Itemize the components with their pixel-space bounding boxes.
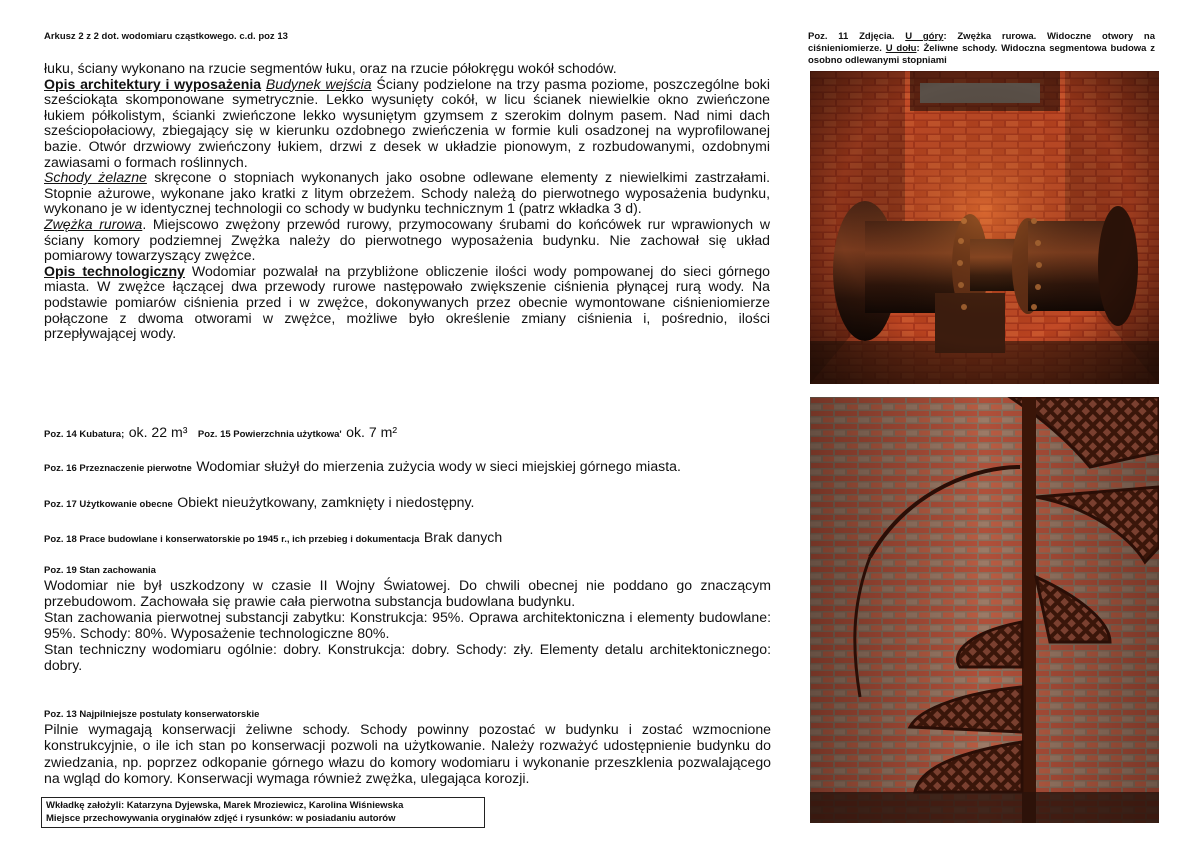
- pipe-paragraph: [44, 217, 770, 264]
- poz-19-paragraph-3: Stan techniczny wodomiaru ogólnie: dobry. Konstrukcja: dobry. Schody: zły. Elementy detalu architektonicznego: dobry.: [44, 641, 771, 673]
- sheet-header: Arkusz 2 z 2 dot. wodomiaru cząstkowego. c.d. poz 13: [44, 31, 288, 42]
- stairs-paragraph: [44, 170, 770, 217]
- technology-heading: Opis technologiczny: [44, 262, 185, 279]
- poz-18-value: Brak danych: [423, 529, 503, 545]
- spiral-stairs-photo: [810, 397, 1159, 823]
- poz-19-label: Poz. 19 Stan zachowania: [44, 565, 156, 576]
- photo-caption: [808, 31, 1155, 67]
- poz-13-label: Poz. 13 Najpilniejsze postulaty konserwatorskie: [44, 709, 260, 720]
- architecture-heading: Opis architektury i wyposażenia: [44, 75, 262, 92]
- poz-19-paragraph-2: Stan zachowania pierwotnej substancji zabytku: Konstrukcja: 95%. Oprawa architektoniczna i elementy budowlane: 95%. Schody: 80%. Wyposażenie technologiczne 80%.: [44, 609, 771, 641]
- poz-13-section: [44, 709, 771, 786]
- caption-prefix: Poz. 11 Zdjęcia.: [808, 31, 895, 42]
- stairs-heading: Schody żelazne: [44, 169, 147, 186]
- poz-14-15-line: [44, 424, 397, 442]
- poz-16-label: Poz. 16 Przeznaczenie pierwotne: [44, 463, 192, 474]
- stairs-text: skręcone o stopniach wykonanych jako osobne odlewane elementy z niewielkimi zastrzałami. Stopnie ażurowe, wykonane jako kratki z litym obrzeżem. Schody należą do pierwotnego wyposażenia budynku, wykonano je w identycznej technologii co schody w budynku technicznym 1 (patrz wkładka 3 d).: [44, 169, 770, 217]
- poz-16-value: Wodomiar służył do mierzenia zużycia wody w sieci miejskiej górnego miasta.: [196, 458, 681, 474]
- credits-box: [41, 797, 485, 828]
- poz-15-label: Poz. 15 Powierzchnia użytkowa': [197, 429, 342, 440]
- poz-17-label: Poz. 17 Użytkowanie obecne: [44, 499, 173, 510]
- intro-paragraph: łuku, ściany wykonano na rzucie segmentów łuku, oraz na rzucie półokręgu wokół schodów.: [44, 60, 617, 76]
- pipe-constriction-photo: [810, 71, 1159, 384]
- poz-16-line: [44, 458, 681, 476]
- pipe-text: . Miejscowo zwężony przewód rurowy, przymocowany śrubami do końcówek rur wprawionych w ściany komory podziemnej Zwężka należy do pierwotnego wyposażenia budynku. Nie zachował się układ pomiarowy towarzyszący zwężce.: [44, 215, 770, 264]
- poz-13-paragraph: Pilnie wymagają konserwacji żeliwne schody. Schody powinny pozostać w budynku i zostać wzmocnione konstrukcyjnie, o ile ich stan po konserwacji pozwoli na użytkowanie. Należy rozważyć udostępnienie budynku do zwiedzania, np. poprzez odkopanie górnego włazu do komory wodomiaru i wykonanie przeszklenia pozwalającego na wgląd do komory. Konserwacji wymaga również zwężka, ulegająca korozji.: [44, 721, 771, 786]
- pipe-heading: Zwężka rurowa: [44, 215, 143, 232]
- caption-top-label: U góry: [905, 31, 944, 42]
- poz-18-label: Poz. 18 Prace budowlane i konserwatorskie po 1945 r., ich przebieg i dokumentacja: [44, 534, 420, 545]
- architecture-text: Ściany podzielone na trzy pasma poziome, poszczególne boki sześciokąta skomponowane symetrycznie. Lekko wysunięty cokół, w licu ścianek niewielkie okno zwieńczone łukiem półkolistym, ścianki zwieńczone lekko wysuniętym gzymsem z szerokim dolnym pasem. Nad nimi dach sześciopołaciowy, zbiegający się w kierunku ozdobnego zwieńczenia w formie kuli osadzonej na wyprofilowanej bazie. Otwór drzwiowy zwieńczony łukiem, drzwi z desek w układzie pionowym, z rozbudowanymi, ozdobnymi zawiasami o formach roślinnych.: [44, 75, 770, 170]
- credits-authors: Wkładkę założyli: Katarzyna Dyjewska, Marek Mroziewicz, Karolina Wiśniewska: [46, 800, 404, 811]
- entrance-building-subheading: Budynek wejścia: [265, 75, 372, 92]
- poz-19-section: [44, 565, 771, 673]
- caption-top-text: : Zwężka rurowa. Widoczne otwory na ciśnieniomierze.: [808, 31, 1155, 54]
- technology-paragraph: [44, 264, 770, 342]
- poz-17-value: Obiekt nieużytkowany, zamknięty i niedostępny.: [177, 494, 475, 510]
- poz-14-value: ok. 22 m³: [128, 424, 188, 440]
- poz-19-paragraph-1: Wodomiar nie był uszkodzony w czasie II Wojny Światowej. Do chwili obecnej nie poddano go znaczącym przebudowom. Zachowała się prawie cała pierwotna substancja budowlana budynku.: [44, 577, 771, 609]
- architecture-paragraph: [44, 77, 770, 171]
- main-text-column: [44, 61, 770, 342]
- poz-15-value: ok. 7 m²: [346, 424, 398, 440]
- caption-bottom-label: U dołu: [885, 43, 917, 54]
- poz-18-line: [44, 529, 502, 547]
- technology-text: Wodomiar pozwalał na przybliżone obliczenie ilości wody pompowanej do sieci górnego miasta. W zwężce łączącej dwa przewody rurowe następowało zwiększenie ciśnienia płynącej rurą wody. Na podstawie pomiarów ciśnienia przed i w zwężce, dokonywanych przez obecnie wymontowane ciśnieniomierze połączone z dwoma otworami w zwężce, możliwe było określenie zmiany ciśnienia i, pośrednio, ilości przepływającej wody.: [44, 262, 770, 342]
- poz-14-label: Poz. 14 Kubatura;: [44, 429, 125, 440]
- caption-bottom-text: : Żeliwne schody. Widoczna segmentowa budowa z osobno odlewanymi stopniami: [808, 43, 1155, 66]
- poz-17-line: [44, 494, 474, 512]
- credits-storage: Miejsce przechowywania oryginałów zdjęć i rysunków: w posiadaniu autorów: [46, 813, 396, 824]
